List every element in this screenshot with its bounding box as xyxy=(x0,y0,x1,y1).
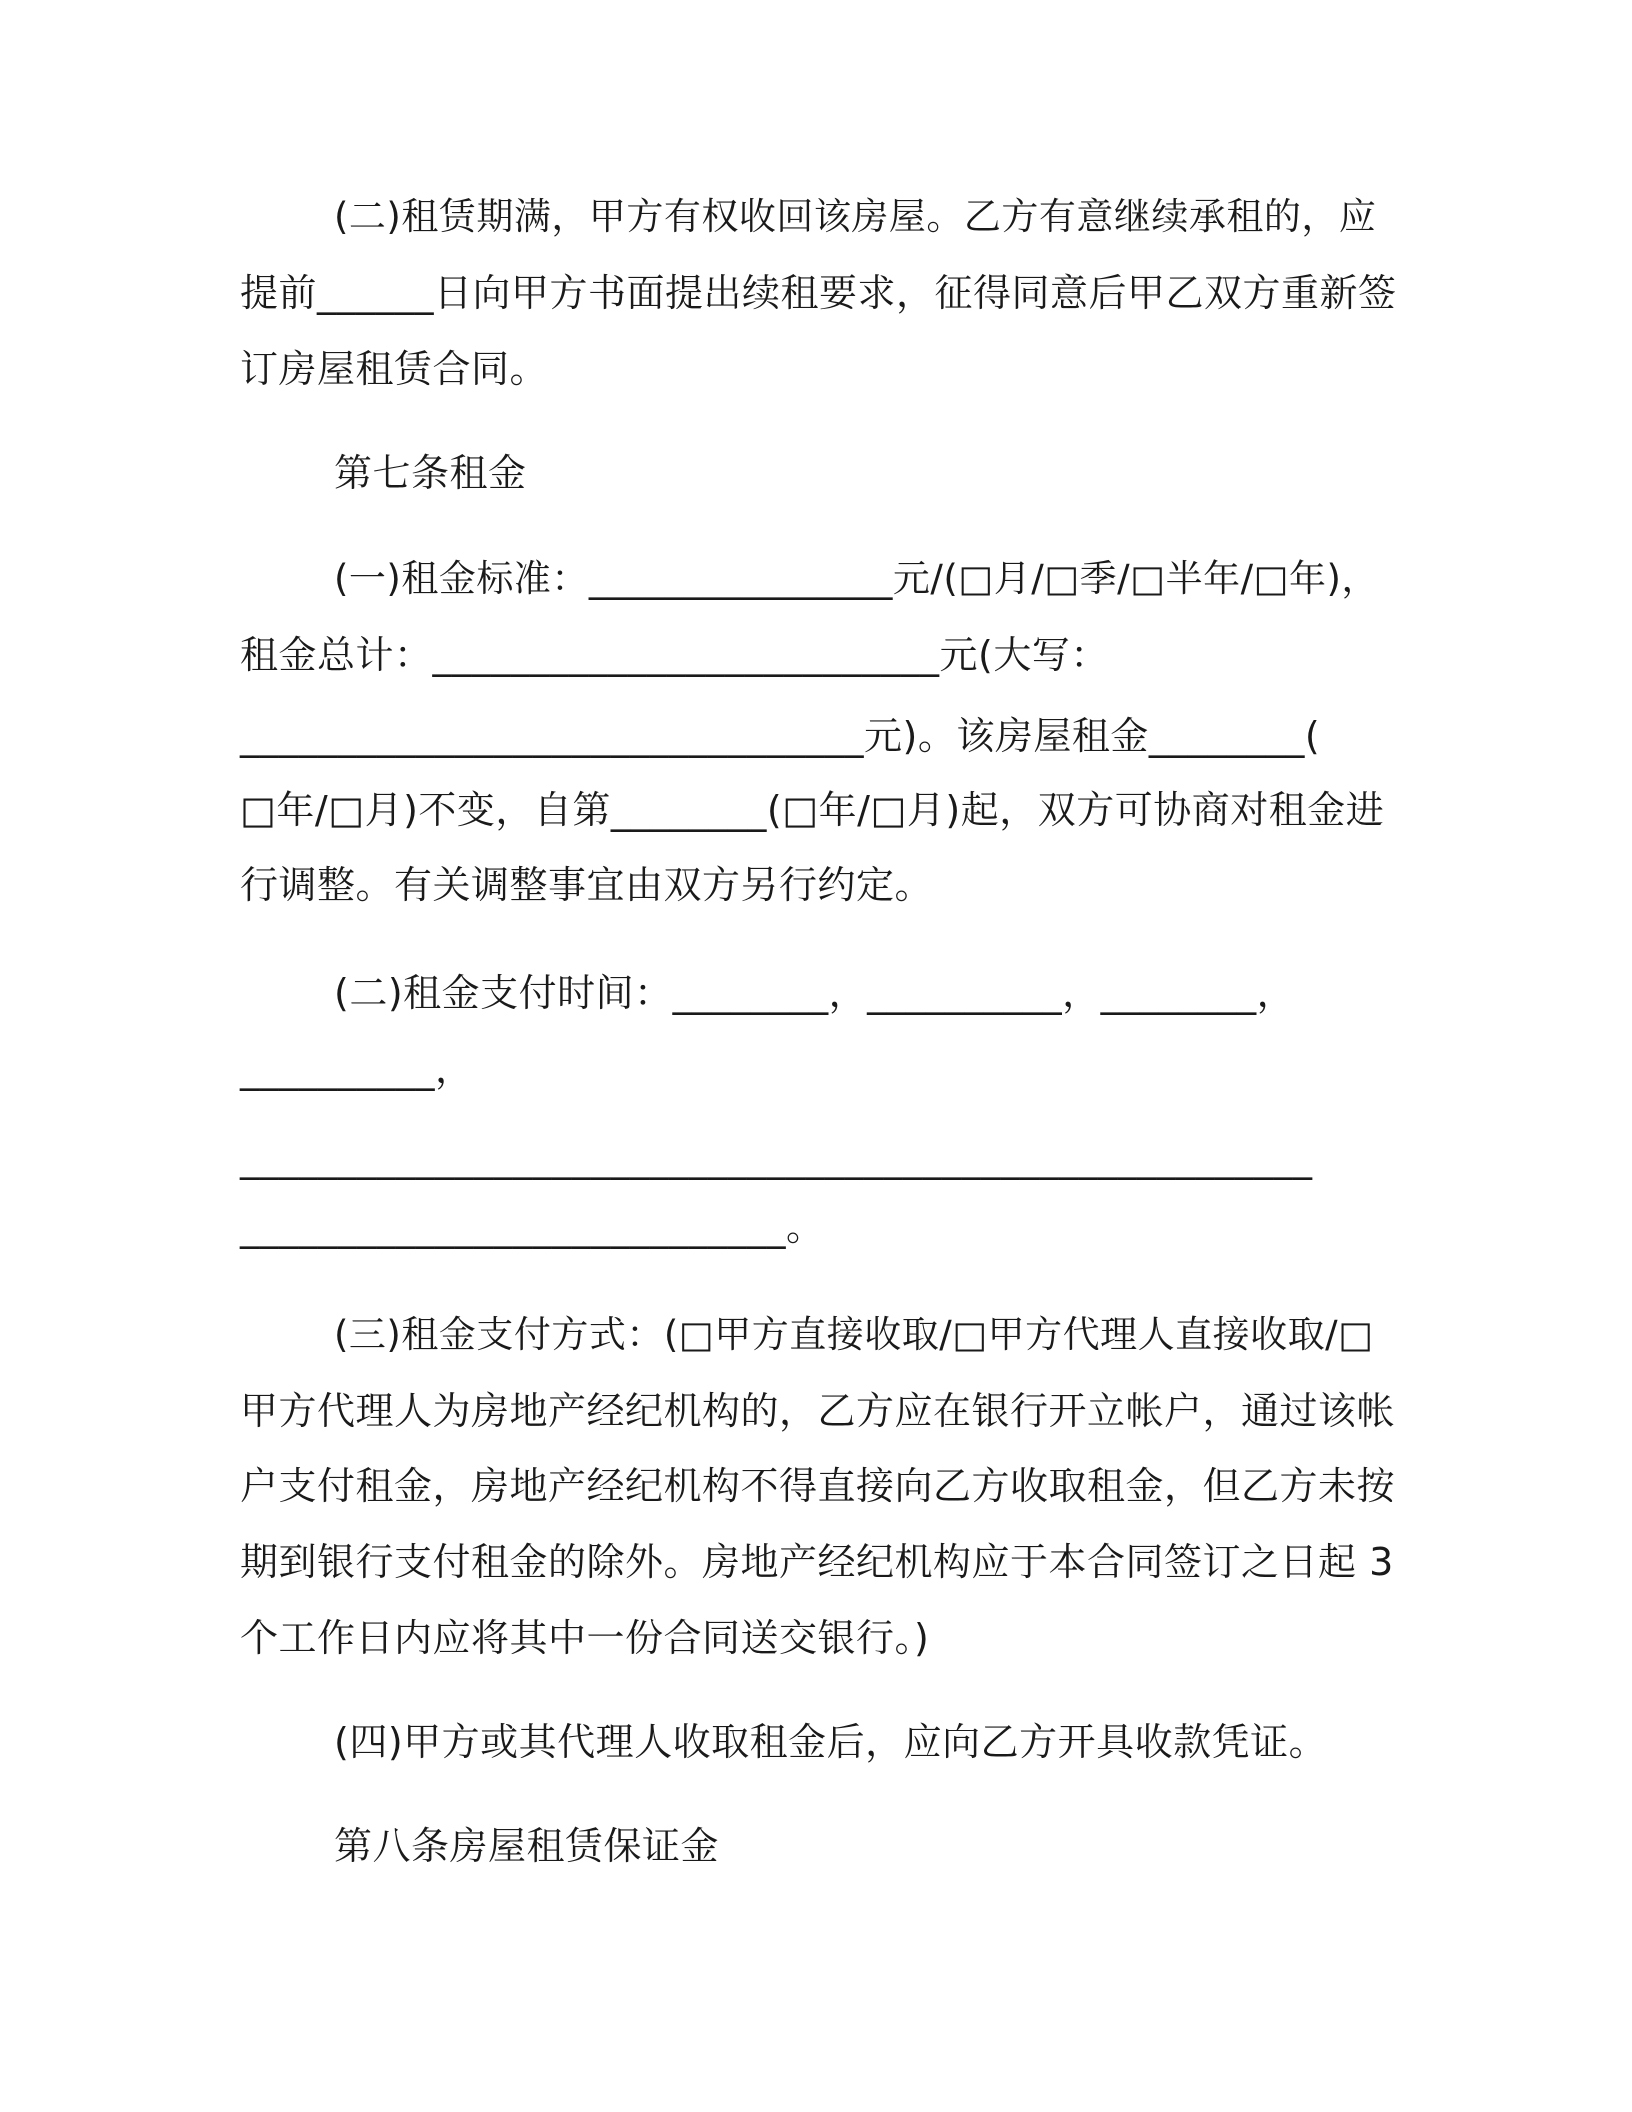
clause-7-1-line-1: (一)租金标准：________________元/(□月/□季/□半年/□年)， xyxy=(334,557,1379,600)
article-8-title: 第八条房屋租赁保证金 xyxy=(334,1824,720,1868)
clause-7-2-line-4: ____________________________。 xyxy=(240,1205,825,1249)
clause-7-2-line-2: __________， xyxy=(240,1047,474,1091)
clause-7-1-line-4: □年/□月)不变，自第________(□年/□月)起，双方可协商对租金进 xyxy=(240,788,1385,832)
clause-6-2-line-3: 订房屋租赁合同。 xyxy=(240,347,549,391)
clause-7-1-line-3: ________________________________元)。该房屋租金________( xyxy=(240,714,1321,758)
clause-7-4: (四)甲方或其代理人收取租金后，应向乙方开具收款凭证。 xyxy=(334,1720,1328,1764)
clause-7-3-line-2: 甲方代理人为房地产经纪机构的，乙方应在银行开立帐户，通过该帐 xyxy=(240,1389,1396,1433)
article-7-title: 第七条租金 xyxy=(334,451,527,495)
clause-7-1-line-2: 租金总计：__________________________元(大写： xyxy=(240,633,1109,677)
clause-6-2-line-1: (二)租赁期满，甲方有权收回该房屋。乙方有意继续承租的，应 xyxy=(334,195,1377,238)
clause-7-3-line-3: 户支付租金，房地产经纪机构不得直接向乙方收取租金，但乙方未按 xyxy=(240,1464,1396,1508)
clause-7-2-line-3: _______________________________________________________ xyxy=(240,1136,1313,1180)
clause-7-3-line-5: 个工作日内应将其中一份合同送交银行。) xyxy=(240,1616,930,1660)
clause-7-2-line-1: (二)租金支付时间：________，__________，________， xyxy=(334,971,1296,1015)
clause-6-2-line-2: 提前______日向甲方书面提出续租要求，征得同意后甲乙双方重新签 xyxy=(240,271,1397,315)
clause-7-3-line-1: (三)租金支付方式：(□甲方直接收取/□甲方代理人直接收取/□ xyxy=(334,1313,1374,1356)
clause-7-3-line-4: 期到银行支付租金的除外。房地产经纪机构应于本合同签订之日起 3 xyxy=(240,1540,1394,1584)
clause-7-1-line-5: 行调整。有关调整事宜由双方另行约定。 xyxy=(240,863,934,907)
